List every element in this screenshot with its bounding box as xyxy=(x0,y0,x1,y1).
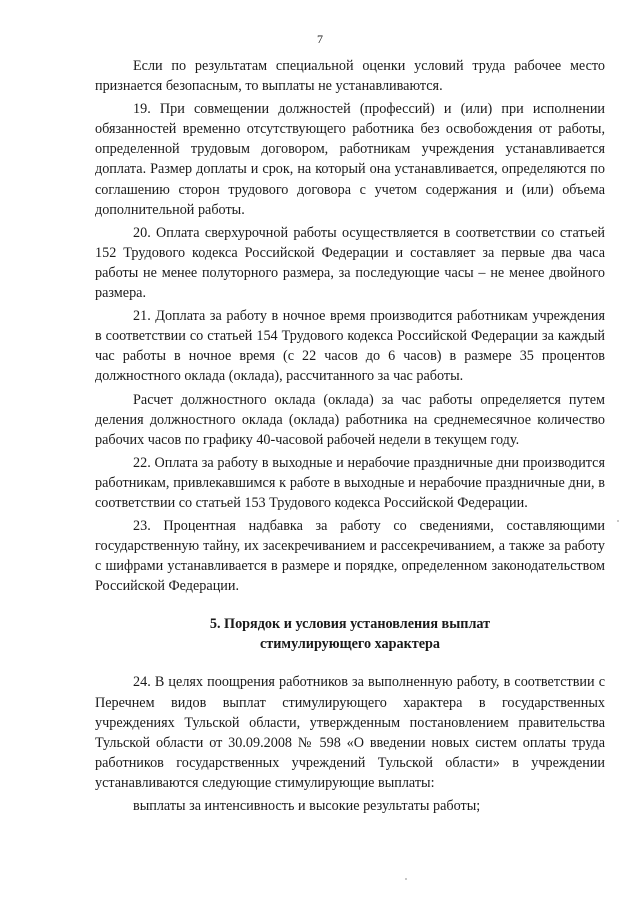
paragraph-safe-workplace: Если по результатам специальной оценки условий труда рабочее место признается безопасным, то выплаты не устанавливаются. xyxy=(95,58,605,95)
page-number: 7 xyxy=(317,32,323,46)
paragraph-20: 20. Оплата сверхурочной работы осуществляется в соответствии со статьей 152 Трудового кодекса Российской Федерации и составляет за первые два часа работы не менее полуторного размера, за последующие часы – не менее двойного размера. xyxy=(95,224,605,302)
paragraph-list-item-intensity: выплаты за интенсивность и высокие результаты работы; xyxy=(133,798,481,814)
paragraph-24: 24. В целях поощрения работников за выполненную работу, в соответствии с Перечнем видов выплат стимулирующего характера в государственных учреждениях Тульской области, утвержденным постановлением правительства Тульской области от 30.09.2008 № 598 «О введении новых систем оплаты труда работников государственных учреждений Тульской области» в учреждении устанавливаются следующие стимулирующие выплаты: xyxy=(95,674,605,791)
paragraph-23: 23. Процентная надбавка за работу со сведениями, составляющими государственную тайну, их засекречиванием и рассекречиванием, а также за работу с шифрами устанавливается в размере и порядке, определенном законодательством Российской Федерации. xyxy=(95,518,605,595)
section-heading-line-2: стимулирующего характера xyxy=(259,636,441,653)
paragraph-21: 21. Доплата за работу в ночное время производится работникам учреждения в соответствии со статьей 154 Трудового кодекса Российской Федерации за каждый час работы в ночное время (с 22 часов до 6 часов) в размере 35 процентов должностного оклада (оклада), рассчитанного за час работы. xyxy=(95,308,605,385)
paragraph-22: 22. Оплата за работу в выходные и нерабочие праздничные дни производится работникам, привлекавшимся к работе в выходные и нерабочие праздничные дни, в соответствии со статьей 153 Трудового кодекса Российской Федерации. xyxy=(95,454,605,511)
document-body xyxy=(95,56,605,816)
paragraph-19: 19. При совмещении должностей (профессий) и (или) при исполнении обязанностей временно отсутствующего работника без освобождения от работы, определенной трудовым договором, работникам учреждения устанавливается доплата. Размер доплаты и срок, на который она устанавливается, определяются по соглашению сторон трудового договора с учетом содержания и (или) объема дополнительной работы. xyxy=(95,101,605,218)
section-heading xyxy=(95,614,605,654)
scan-artifact xyxy=(405,878,407,880)
scan-artifact xyxy=(617,520,619,522)
section-heading-line-1: 5. Порядок и условия установления выплат xyxy=(209,616,491,633)
paragraph-hourly-rate: Расчет должностного оклада (оклада) за час работы определяется путем деления должностного оклада (оклада) работника на среднемесячное количество рабочих часов по графику 40-часовой рабочей недели в текущем году. xyxy=(95,391,605,448)
